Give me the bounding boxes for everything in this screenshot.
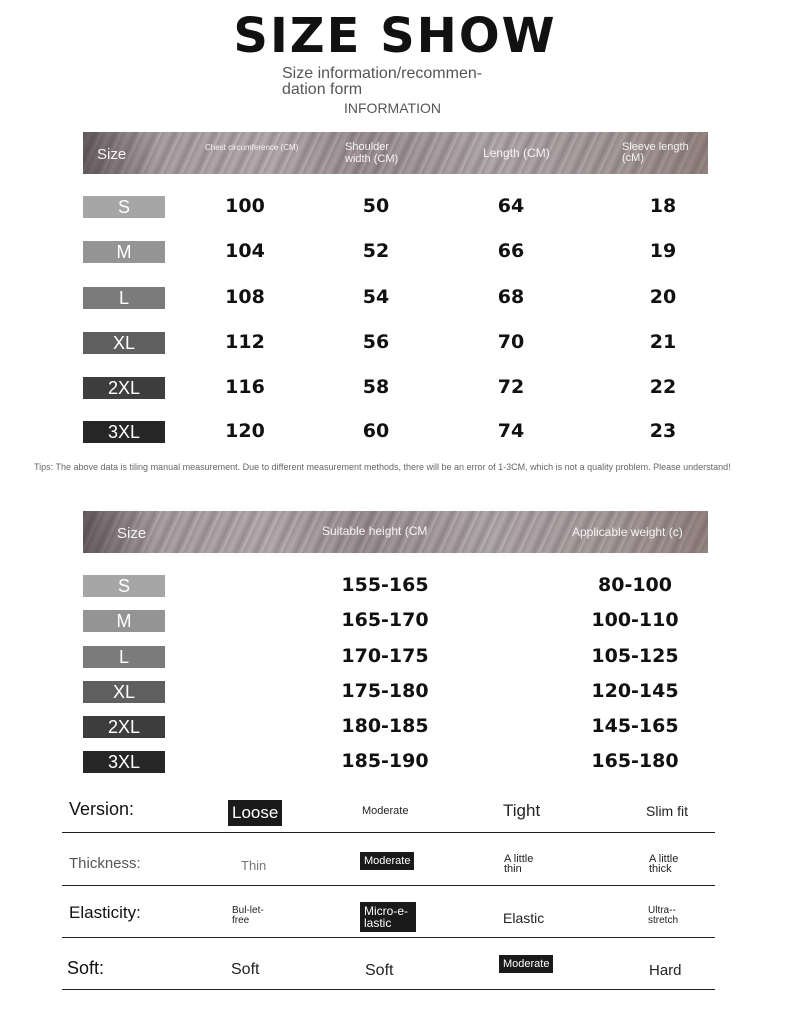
tips-text: Tips: The above data is tiling manual measurement. Due to different measurement methods, there will be an error of 1-3CM, which is not a quality problem. Please understand! [34, 462, 731, 472]
cell-height: 175-180 [341, 680, 429, 702]
cell-height: 170-175 [341, 645, 429, 667]
cell-sleeve: 18 [649, 195, 677, 217]
divider [62, 937, 715, 938]
col-size: Size [97, 146, 127, 163]
attr-option-version: Loose [228, 800, 282, 826]
attr-option-elasticity: Elastic [503, 910, 545, 926]
cell-sleeve: 23 [649, 420, 677, 442]
cell-chest: 108 [225, 286, 265, 308]
size-label: M [83, 241, 165, 263]
cell-weight: 100-110 [591, 609, 679, 631]
attr-option-thickness: A little thin [504, 853, 534, 875]
attr-option-version: Slim fit [646, 803, 688, 819]
cell-height: 155-165 [341, 574, 429, 596]
col-sleeve: Sleeve length (cM) [622, 141, 689, 164]
cell-chest: 120 [225, 420, 265, 442]
cell-length: 70 [497, 331, 525, 353]
cell-sleeve: 20 [649, 286, 677, 308]
measurement-table-header [83, 132, 708, 174]
attr-option-thickness: Thin [241, 858, 267, 873]
divider [62, 989, 715, 990]
size-label: 3XL [83, 751, 165, 773]
size-label: 2XL [83, 377, 165, 399]
attr-option-version: Tight [503, 801, 541, 820]
cell-length: 64 [497, 195, 525, 217]
attr-option-elasticity: Ultra--stretch [648, 905, 679, 926]
size-label: S [83, 196, 165, 218]
size-label: L [83, 287, 165, 309]
attr-option-soft: Hard [649, 962, 682, 979]
cell-weight: 165-180 [591, 750, 679, 772]
attr-option-soft: Moderate [499, 955, 553, 973]
size-label: 3XL [83, 421, 165, 443]
size-label: L [83, 646, 165, 668]
cell-sleeve: 21 [649, 331, 677, 353]
size-label: XL [83, 681, 165, 703]
cell-length: 74 [497, 420, 525, 442]
cell-shoulder: 58 [362, 376, 390, 398]
cell-sleeve: 22 [649, 376, 677, 398]
col-weight: Applicable weight (c) [572, 525, 683, 539]
cell-length: 68 [497, 286, 525, 308]
cell-shoulder: 60 [362, 420, 390, 442]
col-height: Suitable height (CM [322, 524, 428, 538]
size-label: XL [83, 332, 165, 354]
cell-shoulder: 52 [362, 240, 390, 262]
cell-height: 180-185 [341, 715, 429, 737]
subtitle: Size information/recommen-dation form [282, 65, 483, 98]
cell-shoulder: 56 [362, 331, 390, 353]
attr-label-thickness: Thickness: [69, 855, 141, 872]
attr-label-soft: Soft: [67, 958, 105, 978]
col-size: Size [117, 525, 147, 542]
attr-option-version: Moderate [362, 805, 409, 817]
attr-option-thickness: A little thick [649, 853, 679, 875]
info-label: INFORMATION [344, 100, 441, 116]
attr-option-soft: Soft [365, 962, 394, 979]
cell-shoulder: 50 [362, 195, 390, 217]
col-length: Length (CM) [483, 146, 550, 160]
col-chest: Chest circumference (CM) [205, 143, 299, 152]
cell-weight: 80-100 [598, 574, 672, 596]
cell-sleeve: 19 [649, 240, 677, 262]
size-label: 2XL [83, 716, 165, 738]
attr-option-elasticity: Bul-let-free [232, 905, 264, 926]
col-shoulder: Shoulder width (CM) [345, 141, 399, 165]
attr-option-thickness: Moderate [360, 852, 414, 870]
divider [62, 832, 715, 833]
attr-option-soft: Soft [231, 961, 260, 978]
divider [62, 885, 715, 886]
cell-chest: 100 [225, 195, 265, 217]
cell-length: 72 [497, 376, 525, 398]
page-title: SIZE SHOW [233, 8, 557, 64]
cell-height: 165-170 [341, 609, 429, 631]
attr-label-version: Version: [69, 799, 135, 819]
cell-chest: 112 [225, 331, 265, 353]
cell-height: 185-190 [341, 750, 429, 772]
fit-table-header [83, 511, 708, 553]
cell-chest: 104 [225, 240, 265, 262]
cell-shoulder: 54 [362, 286, 390, 308]
cell-weight: 105-125 [591, 645, 679, 667]
size-label: M [83, 610, 165, 632]
cell-chest: 116 [225, 376, 265, 398]
attr-option-elasticity: Micro-e-lastic [360, 902, 416, 932]
cell-weight: 120-145 [591, 680, 679, 702]
cell-weight: 145-165 [591, 715, 679, 737]
cell-length: 66 [497, 240, 525, 262]
size-label: S [83, 575, 165, 597]
attr-label-elasticity: Elasticity: [69, 903, 141, 922]
